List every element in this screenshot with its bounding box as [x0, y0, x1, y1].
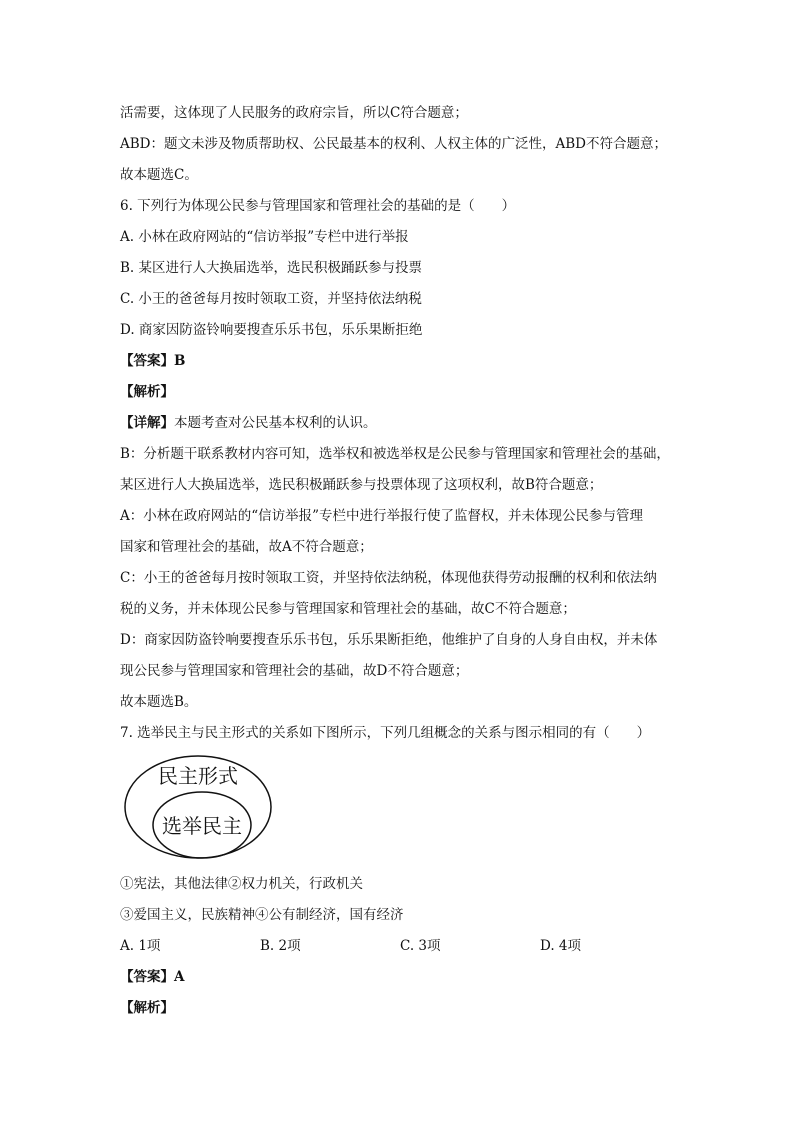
q6-option-a: A. 小林在政府网站的“信访举报”专栏中进行举报 — [120, 229, 409, 245]
outer-label: 民主形式 — [158, 764, 238, 788]
question-6-stem: 6. 下列行为体现公民参与管理国家和管理社会的基础的是（ ） — [120, 198, 516, 214]
explanation-line: 国家和管理社会的基础，故A不符合题意； — [120, 539, 373, 555]
text-line: ABD：题文未涉及物质帮助权、公民最基本的权利、人权主体的广泛性，ABD不符合题意； — [120, 136, 667, 152]
text-line: 活需要，这体现了人民服务的政府宗旨，所以C符合题意； — [120, 105, 468, 121]
q7-items-line: ①宪法，其他法律②权力机关，行政机关 — [120, 876, 363, 892]
q7-items-line: ③爱国主义，民族精神④公有制经济，国有经济 — [120, 907, 404, 923]
q7-answer: 【答案】A — [120, 969, 185, 985]
explanation-line: D：商家因防盗铃响要搜查乐乐书包，乐乐果断拒绝，他维护了自身的人身自由权，并未体 — [120, 632, 658, 648]
venn-diagram — [122, 753, 282, 861]
nested-circle-diagram — [120, 753, 680, 863]
q6-detail — [120, 408, 680, 439]
q7-option-c: C. 3项 — [400, 938, 441, 954]
q7-analysis-heading: 【解析】 — [120, 1000, 174, 1016]
q6-analysis-heading: 【解析】 — [120, 384, 174, 400]
q7-option-d: D. 4项 — [540, 938, 582, 954]
q6-detail-text: 本题考查对公民基本权利的认识。 — [174, 415, 377, 431]
q6-option-b: B. 某区进行人大换届选举，选民积极踊跃参与投票 — [120, 260, 423, 276]
explanation-line: B：分析题干联系教材内容可知，选举权和被选举权是公民参与管理国家和管理社会的基础， — [120, 446, 670, 462]
q6-answer: 【答案】B — [120, 353, 186, 369]
q6-option-d: D. 商家因防盗铃响要搜查乐乐书包，乐乐果断拒绝 — [120, 322, 423, 338]
explanation-line: 故本题选B。 — [120, 694, 198, 710]
explanation-line: 现公民参与管理国家和管理社会的基础，故D不符合题意； — [120, 663, 469, 679]
q7-options — [120, 931, 680, 962]
q7-option-b: B. 2项 — [260, 938, 301, 954]
explanation-line: C：小王的爸爸每月按时领取工资，并坚持依法纳税，体现他获得劳动报酬的权利和依法纳 — [120, 570, 657, 586]
document-page — [120, 98, 680, 1024]
explanation-line: 税的义务，并未体现公民参与管理国家和管理社会的基础，故C不符合题意； — [120, 601, 576, 617]
q6-option-c: C. 小王的爸爸每月按时领取工资，并坚持依法纳税 — [120, 291, 422, 307]
inner-label: 选举民主 — [162, 814, 242, 838]
q6-detail-tag: 【详解】 — [120, 415, 174, 431]
q7-option-a: A. 1项 — [120, 938, 161, 954]
question-7-stem: 7. 选举民主与民主形式的关系如下图所示，下列几组概念的关系与图示相同的有（ ） — [120, 725, 651, 741]
explanation-line: A：小林在政府网站的“信访举报”专栏中进行举报行使了监督权，并未体现公民参与管理 — [120, 508, 644, 524]
explanation-line: 某区进行人大换届选举，选民积极踊跃参与投票体现了这项权利，故B符合题意； — [120, 477, 603, 493]
text-line: 故本题选C。 — [120, 167, 198, 183]
